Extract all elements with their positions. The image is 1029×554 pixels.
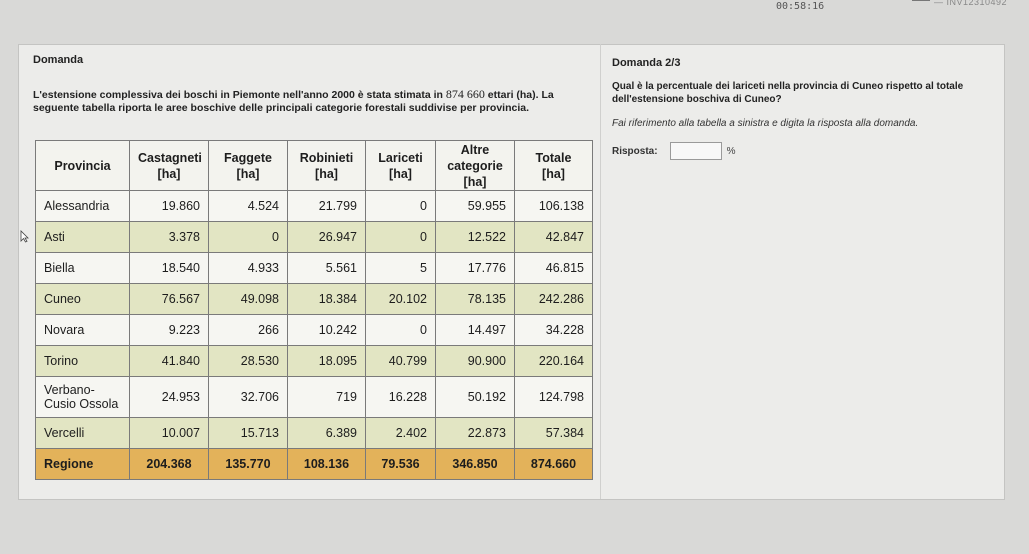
- col-header-altre: Altre categorie [ha]: [436, 141, 515, 191]
- session-code: — INV12310492: [934, 0, 1008, 7]
- table-cell: 108.136: [288, 448, 366, 479]
- table-cell: 34.228: [515, 314, 593, 345]
- table-cell: 0: [366, 314, 436, 345]
- table-cell: 12.522: [436, 221, 515, 252]
- column-divider: [600, 44, 601, 499]
- table-cell: 874.660: [515, 448, 593, 479]
- answer-row: [612, 142, 735, 160]
- table-cell: 18.095: [288, 345, 366, 376]
- table-cell: 78.135: [436, 283, 515, 314]
- table-cell-province: Alessandria: [36, 191, 130, 222]
- table-cell: 18.540: [130, 252, 209, 283]
- table-cell: 90.900: [436, 345, 515, 376]
- table-row: [36, 314, 593, 345]
- table-cell: 106.138: [515, 191, 593, 222]
- table-row: [36, 345, 593, 376]
- table-cell: 4.524: [209, 191, 288, 222]
- timer: 00:58:16: [776, 1, 825, 12]
- forest-area-table: [35, 140, 593, 480]
- intro-part2: ettari (ha). La seguente tabella riporta le aree boschive delle principali categorie forestali suddivise per provincia.: [33, 89, 554, 114]
- table-cell-province: Biella: [36, 252, 130, 283]
- table-cell-province: Regione: [36, 448, 130, 479]
- table-cell: 5.561: [288, 252, 366, 283]
- table-cell: 4.933: [209, 252, 288, 283]
- table-cell: 6.389: [288, 418, 366, 449]
- table-cell: 22.873: [436, 418, 515, 449]
- minimize-icon[interactable]: [912, 0, 930, 5]
- table-cell-province: Novara: [36, 314, 130, 345]
- intro-text: [33, 88, 578, 115]
- mouse-pointer-icon: [20, 230, 29, 243]
- table-row: [36, 221, 593, 252]
- answer-unit: %: [726, 145, 736, 157]
- question-counter: Domanda 2/3: [612, 57, 681, 69]
- table-cell: 220.164: [515, 345, 593, 376]
- table-body: [36, 191, 593, 480]
- answer-input[interactable]: [670, 142, 722, 160]
- table-cell: 28.530: [209, 345, 288, 376]
- table-cell: 0: [366, 221, 436, 252]
- table-cell: 10.242: [288, 314, 366, 345]
- table-row: [36, 191, 593, 222]
- table-cell: 719: [288, 376, 366, 417]
- table-cell: 20.102: [366, 283, 436, 314]
- table-cell: 0: [209, 221, 288, 252]
- table-cell: 0: [366, 191, 436, 222]
- table-cell: 79.536: [366, 448, 436, 479]
- table-cell: 124.798: [515, 376, 593, 417]
- table-cell: 50.192: [436, 376, 515, 417]
- table-cell: 76.567: [130, 283, 209, 314]
- instruction-text: Fai riferimento alla tabella a sinistra e digita la risposta alla domanda.: [612, 118, 919, 129]
- table-cell: 346.850: [436, 448, 515, 479]
- table-cell: 14.497: [436, 314, 515, 345]
- table-cell: 40.799: [366, 345, 436, 376]
- table-cell-province: Vercelli: [36, 418, 130, 449]
- table-cell: 15.713: [209, 418, 288, 449]
- table-total-row: [36, 448, 593, 479]
- left-heading: Domanda: [33, 54, 84, 66]
- table-cell-province: Asti: [36, 221, 130, 252]
- col-header-robinieti: Robinieti [ha]: [288, 141, 366, 191]
- table-row: [36, 376, 593, 417]
- table-cell: 9.223: [130, 314, 209, 345]
- intro-value: 874 660: [445, 87, 485, 101]
- table-cell: 3.378: [130, 221, 209, 252]
- col-header-faggete: Faggete [ha]: [209, 141, 288, 191]
- answer-label: Risposta:: [612, 145, 658, 157]
- table-cell: 5: [366, 252, 436, 283]
- col-header-totale: Totale [ha]: [515, 141, 593, 191]
- table-header-row: [36, 141, 593, 191]
- table-cell: 16.228: [366, 376, 436, 417]
- table-cell: 18.384: [288, 283, 366, 314]
- table-cell: 59.955: [436, 191, 515, 222]
- table-row: [36, 283, 593, 314]
- table-cell: 204.368: [130, 448, 209, 479]
- table-cell: 42.847: [515, 221, 593, 252]
- table-cell: 135.770: [209, 448, 288, 479]
- table-cell: 266: [209, 314, 288, 345]
- table-cell: 24.953: [130, 376, 209, 417]
- table-cell: 41.840: [130, 345, 209, 376]
- table-row: [36, 418, 593, 449]
- table-cell: 32.706: [209, 376, 288, 417]
- col-header-provincia: Provincia: [36, 141, 130, 191]
- col-header-lariceti: Lariceti [ha]: [366, 141, 436, 191]
- table-cell-province: Torino: [36, 345, 130, 376]
- table-cell: 26.947: [288, 221, 366, 252]
- table-cell: 49.098: [209, 283, 288, 314]
- table-cell: 19.860: [130, 191, 209, 222]
- question-text: Qual è la percentuale dei lariceti nella provincia di Cuneo rispetto al totale dell'estensione boschiva di Cuneo?: [612, 81, 964, 105]
- table-cell: 57.384: [515, 418, 593, 449]
- table-cell: 2.402: [366, 418, 436, 449]
- table-row: [36, 252, 593, 283]
- table-cell: 46.815: [515, 252, 593, 283]
- table-cell: 242.286: [515, 283, 593, 314]
- table-cell: 21.799: [288, 191, 366, 222]
- table-cell-province: Cuneo: [36, 283, 130, 314]
- col-header-castagneti: Castagneti [ha]: [130, 141, 209, 191]
- table-cell-province: Verbano-Cusio Ossola: [36, 376, 130, 417]
- table-cell: 17.776: [436, 252, 515, 283]
- intro-part1: L'estensione complessiva dei boschi in Piemonte nell'anno 2000 è stata stimata in: [33, 89, 446, 101]
- table-cell: 10.007: [130, 418, 209, 449]
